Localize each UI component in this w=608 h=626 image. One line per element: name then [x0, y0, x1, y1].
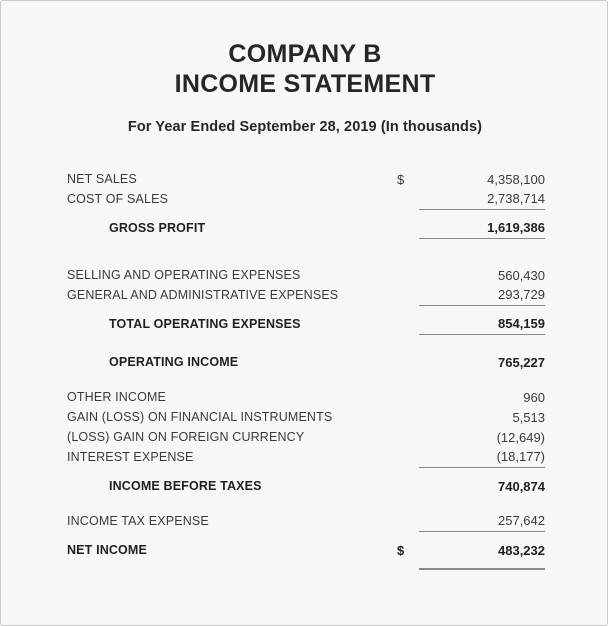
amount-interest-expense: (18,177) — [496, 449, 545, 465]
label-income-before-taxes: INCOME BEFORE TAXES — [109, 479, 262, 493]
row-spacer — [67, 209, 545, 218]
label-loss-gain-foreign-currency: (LOSS) GAIN ON FOREIGN CURRENCY — [67, 430, 305, 444]
currency-spacer — [397, 352, 419, 372]
table-row-total-operating-expenses — [67, 314, 545, 334]
rule-above-income-before-taxes — [419, 467, 545, 476]
statement-title: INCOME STATEMENT — [174, 70, 436, 98]
row-spacer — [67, 560, 545, 569]
amount-selling-operating-expenses: 560,430 — [498, 267, 545, 283]
amount-cost-of-sales: 2,738,714 — [487, 191, 545, 207]
currency-spacer — [397, 447, 419, 467]
currency-spacer — [397, 314, 419, 334]
section-gap — [67, 372, 545, 387]
label-gain-loss-financial-instruments: GAIN (LOSS) ON FINANCIAL INSTRUMENTS — [67, 410, 333, 424]
row-spacer — [67, 305, 545, 314]
label-gross-profit: GROSS PROFIT — [109, 221, 206, 235]
table-row-cost-of-sales — [67, 189, 545, 209]
table-row-net-sales — [67, 169, 545, 189]
table-row-operating-income — [67, 352, 545, 372]
currency-spacer — [397, 218, 419, 238]
currency-spacer — [397, 407, 419, 427]
rule-above-gross-profit — [419, 209, 545, 218]
currency-spacer — [397, 189, 419, 209]
label-selling-operating-expenses: SELLING AND OPERATING EXPENSES — [67, 268, 301, 282]
rule-above-total-operating-expenses — [419, 305, 545, 314]
amount-operating-income: 765,227 — [498, 354, 545, 370]
currency-spacer — [397, 427, 419, 447]
amount-gross-profit: 1,619,386 — [487, 220, 545, 236]
table-row-income-before-taxes — [67, 476, 545, 496]
currency-spacer — [397, 476, 419, 496]
amount-total-operating-expenses: 854,159 — [498, 316, 545, 332]
document-body — [1, 1, 608, 626]
label-cost-of-sales: COST OF SALES — [67, 192, 169, 206]
double-rule-below-net-income — [419, 560, 545, 569]
statement-period: For Year Ended September 28, 2019 (In thousands) — [127, 119, 483, 135]
rule-below-gross-profit — [419, 238, 545, 247]
label-total-operating-expenses: TOTAL OPERATING EXPENSES — [109, 317, 301, 331]
section-gap — [67, 496, 545, 511]
row-spacer — [67, 343, 545, 352]
currency-symbol-net-income: $ — [397, 542, 405, 558]
statement-header — [1, 1, 608, 135]
amount-other-income: 960 — [523, 389, 545, 405]
company-name: COMPANY B — [228, 40, 382, 68]
currency-symbol-net-sales: $ — [397, 171, 405, 187]
label-net-income: NET INCOME — [67, 543, 147, 557]
row-spacer — [67, 334, 545, 343]
currency-spacer — [397, 285, 419, 305]
table-row-general-administrative-expenses — [67, 285, 545, 305]
label-income-tax-expense: INCOME TAX EXPENSE — [67, 514, 209, 528]
amount-gain-loss-financial-instruments: 5,513 — [512, 409, 545, 425]
row-spacer — [67, 531, 545, 540]
amount-net-sales: 4,358,100 — [487, 171, 545, 187]
table-row-income-tax-expense — [67, 511, 545, 531]
section-gap — [67, 247, 545, 265]
line-items-table — [67, 169, 545, 570]
table-row-gain-loss-financial-instruments — [67, 407, 545, 427]
table-row-net-income — [67, 540, 545, 560]
label-other-income: OTHER INCOME — [67, 390, 167, 404]
amount-income-tax-expense: 257,642 — [498, 513, 545, 529]
row-spacer — [67, 238, 545, 247]
label-operating-income: OPERATING INCOME — [109, 355, 239, 369]
label-interest-expense: INTEREST EXPENSE — [67, 450, 194, 464]
table-row-selling-operating-expenses — [67, 265, 545, 285]
currency-spacer — [397, 265, 419, 285]
statement-table — [67, 169, 545, 570]
rule-above-net-income — [419, 531, 545, 540]
amount-income-before-taxes: 740,874 — [498, 478, 545, 494]
label-general-administrative-expenses: GENERAL AND ADMINISTRATIVE EXPENSES — [67, 288, 339, 302]
amount-general-administrative-expenses: 293,729 — [498, 287, 545, 303]
row-spacer — [67, 467, 545, 476]
label-net-sales: NET SALES — [67, 172, 137, 186]
table-row-loss-gain-foreign-currency — [67, 427, 545, 447]
table-row-other-income — [67, 387, 545, 407]
currency-spacer — [397, 387, 419, 407]
amount-loss-gain-foreign-currency: (12,649) — [496, 429, 545, 445]
table-row-gross-profit — [67, 218, 545, 238]
rule-below-total-operating-expenses — [419, 334, 545, 343]
amount-net-income: 483,232 — [498, 542, 545, 558]
currency-spacer — [397, 511, 419, 531]
table-row-interest-expense — [67, 447, 545, 467]
